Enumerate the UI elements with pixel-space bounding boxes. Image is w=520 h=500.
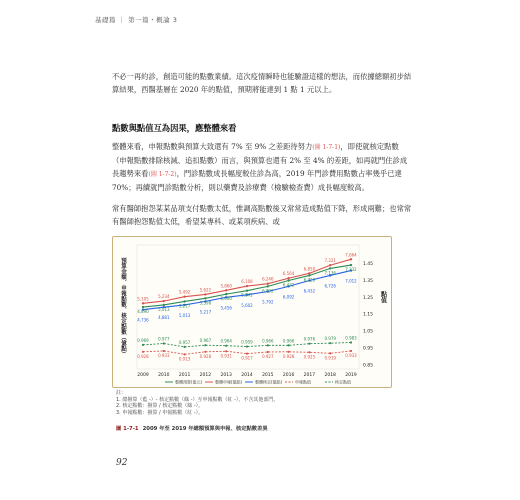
data-point xyxy=(329,267,331,269)
data-label: 6,432 xyxy=(282,282,295,288)
x-tick-label: 2009 xyxy=(137,373,149,378)
data-point xyxy=(329,264,331,266)
data-point xyxy=(225,345,227,347)
y-tick-right: 0.85 xyxy=(363,363,374,369)
data-label: 0.959 xyxy=(241,339,253,345)
data-point xyxy=(350,258,352,260)
data-label: 0.966 xyxy=(262,338,274,344)
data-label: 6,726 xyxy=(324,283,336,289)
data-label: 0.979 xyxy=(324,336,336,342)
data-label: 5,217 xyxy=(199,309,212,315)
data-label: 0.928 xyxy=(199,353,212,359)
data-label: 5,013 xyxy=(158,306,170,312)
data-label: 0.925 xyxy=(303,354,316,360)
y-tick-right: 1.25 xyxy=(363,295,374,301)
data-label: 5,456 xyxy=(220,305,232,311)
data-label: 0.931 xyxy=(220,353,232,359)
x-tick-label: 2013 xyxy=(220,373,232,378)
data-label: 0.917 xyxy=(241,355,253,361)
data-point xyxy=(350,341,352,343)
legend-label: 整體申報(億點) xyxy=(215,379,243,385)
data-point xyxy=(246,285,248,287)
data-label: 0.913 xyxy=(178,356,191,362)
chart-notes xyxy=(116,390,278,416)
y-tick-right: 0.95 xyxy=(363,346,374,352)
data-label: 7,012 xyxy=(345,278,357,284)
data-point xyxy=(163,350,165,352)
data-point xyxy=(288,344,290,346)
data-label: 4,890 xyxy=(137,309,149,315)
x-tick-label: 2016 xyxy=(282,373,295,378)
legend-label: 整體預算(億元) xyxy=(175,379,203,385)
line-chart xyxy=(113,237,391,387)
data-label: 6,850 xyxy=(303,266,316,272)
data-label: 0.933 xyxy=(158,352,170,358)
y-tick-right: 1.35 xyxy=(363,278,374,284)
data-label: 5,013 xyxy=(178,312,191,318)
data-point xyxy=(204,293,206,295)
data-label: 7,321 xyxy=(324,258,336,264)
data-label: 5,602 xyxy=(241,302,253,308)
x-tick-label: 2012 xyxy=(199,373,212,378)
data-label: 5,105 xyxy=(137,296,149,302)
legend-label: 整體核定(億點) xyxy=(255,379,283,385)
y-tick-right: 1.05 xyxy=(363,329,374,335)
x-tick-label: 2018 xyxy=(324,373,336,378)
data-label: 0.966 xyxy=(282,338,295,344)
figure-reference[interactable]: (圖 1-7-2) xyxy=(148,171,177,178)
data-label: 0.969 xyxy=(137,337,149,343)
data-point xyxy=(225,350,227,352)
data-label: 0.928 xyxy=(137,353,149,359)
data-label: 0.976 xyxy=(303,336,316,342)
x-tick-label: 2010 xyxy=(158,373,170,378)
data-label: 6,246 xyxy=(262,276,274,282)
data-label: 5,217 xyxy=(178,303,191,309)
legend-label: 核定點值 xyxy=(335,379,351,385)
data-label: 0.927 xyxy=(262,353,274,359)
data-point xyxy=(183,300,185,302)
data-point xyxy=(267,344,269,346)
x-tick-label: 2015 xyxy=(262,373,274,378)
data-point xyxy=(288,351,290,353)
data-point xyxy=(246,345,248,347)
x-tick-label: 2019 xyxy=(345,373,357,378)
section-title: 點數與點值互為因果，應整體來看 xyxy=(112,123,237,133)
data-point xyxy=(267,283,269,285)
data-point xyxy=(308,272,310,274)
data-point xyxy=(308,343,310,345)
data-label: 5,860 xyxy=(220,283,232,289)
data-label: 6,726 xyxy=(303,277,316,283)
data-label: 5,492 xyxy=(178,289,191,295)
data-point xyxy=(163,300,165,302)
data-label: 0.967 xyxy=(199,338,212,344)
data-point xyxy=(142,344,144,346)
chart-figure xyxy=(112,236,392,388)
data-label: 0.919 xyxy=(324,355,336,361)
paragraph-2: 整體來看，申報點數與預算大致還有 7% 至 9% 之差距待努力(圖 1-7-1)，即使就核定點數（申報點數排除核減、追扣點數）而言，與預算也還有 2% 至 4% 的差距，如再就門住診成長趨勢來看(圖 1-7-2)，門診點數成長幅度較住診為高，2019 年門診費用點數占率幾乎已達 70%；再續就門診點數分析，則以藥費及診療費（檢驗檢查費）成長幅度較高。 xyxy=(112,142,408,192)
x-tick-label: 2011 xyxy=(178,373,191,378)
data-point xyxy=(163,342,165,344)
x-tick-label: 2014 xyxy=(241,373,253,378)
data-label: 4,736 xyxy=(137,317,149,323)
data-label: 0.957 xyxy=(178,339,191,345)
data-label: 5,792 xyxy=(262,299,274,305)
data-point xyxy=(287,277,289,279)
data-label: 0.977 xyxy=(158,336,170,342)
data-label: 6,092 xyxy=(282,294,295,300)
figure-number: 圖 1-7-1 xyxy=(116,426,139,432)
data-point xyxy=(204,297,206,299)
figure-reference[interactable]: (圖 1-7-1) xyxy=(312,144,341,151)
data-point xyxy=(246,289,248,291)
data-label: 5,841 xyxy=(241,292,253,298)
data-label: 0.983 xyxy=(345,335,357,341)
data-point xyxy=(204,351,206,353)
data-point xyxy=(267,351,269,353)
data-point xyxy=(142,302,144,304)
y-axis-label-left: 預算金額、申報點數、核定點數（億點） xyxy=(120,257,126,357)
data-point xyxy=(350,350,352,352)
paragraph-3: 常有醫師抱怨某某品項支付點數太低，惟調高點數後又常常造成點值下降，形成兩難；也常常有醫師抱怨點值太低，希望某專科、或某項疾病、或 xyxy=(112,204,412,226)
data-label: 7,332 xyxy=(345,267,357,273)
legend-label: 申報點值 xyxy=(295,379,311,385)
data-point xyxy=(225,293,227,295)
data-label: 0.964 xyxy=(220,338,232,344)
data-label: 5,622 xyxy=(199,287,212,293)
note-line: 3. 申報點數：撥算 / 申報點數（紅 -）。 xyxy=(116,409,204,416)
data-point xyxy=(267,285,269,287)
data-label: 0.928 xyxy=(282,353,295,359)
y-tick-right: 1.45 xyxy=(363,261,374,267)
data-point xyxy=(142,351,144,353)
note-line: 1. 總撥算（藍 -）- 核定點數（綠 -）互申報點數（紅 -），不含其他部門。 xyxy=(116,396,279,403)
data-point xyxy=(204,344,206,346)
paragraph-1: 不必一再約診，創造可能的點數業績。這次疫情瞬時也能驗證這樣的想法，而依據總額初步結算結果，西醫基層在 2020 年的點值，預期將能達到 1 點 1 元以上。 xyxy=(112,72,412,94)
data-point xyxy=(225,289,227,291)
data-point xyxy=(184,353,186,355)
figure-caption: 圖 1-7-1 2009 年至 2019 年總額預算與申報、核定點數差異 xyxy=(116,426,268,432)
y-tick-right: 1.15 xyxy=(363,312,374,318)
x-tick-label: 2017 xyxy=(303,373,316,378)
data-point xyxy=(329,352,331,354)
data-label: 4,881 xyxy=(158,315,170,321)
data-point xyxy=(308,351,310,353)
data-point xyxy=(163,304,165,306)
data-label: 6,564 xyxy=(282,271,295,277)
data-label: 5,640 xyxy=(220,296,232,302)
y-axis-label-right: 點值 xyxy=(379,291,387,303)
data-label: 5,398 xyxy=(199,300,212,306)
data-label: 6,108 xyxy=(241,279,253,285)
note-line: 2. 核定點數：撥算 / 核定點數（綠 -）。 xyxy=(116,403,204,409)
data-point xyxy=(329,342,331,344)
data-label: 7,664 xyxy=(345,252,357,258)
data-label: 0.933 xyxy=(345,352,357,358)
note-line: 註： xyxy=(116,390,127,396)
data-point xyxy=(183,295,185,297)
data-point xyxy=(184,346,186,348)
running-header: 基礎篇 ｜ 第一篇・概論 3 xyxy=(95,16,178,24)
data-label: 6,432 xyxy=(303,288,316,294)
data-point xyxy=(246,353,248,355)
data-point xyxy=(287,279,289,281)
data-label: 6,092 xyxy=(262,288,274,294)
data-point xyxy=(308,274,310,276)
data-label: 5,234 xyxy=(158,294,170,300)
data-point xyxy=(142,306,144,308)
data-point xyxy=(350,264,352,266)
data-label: 7,136 xyxy=(324,270,336,276)
page-number: 92 xyxy=(116,458,128,468)
